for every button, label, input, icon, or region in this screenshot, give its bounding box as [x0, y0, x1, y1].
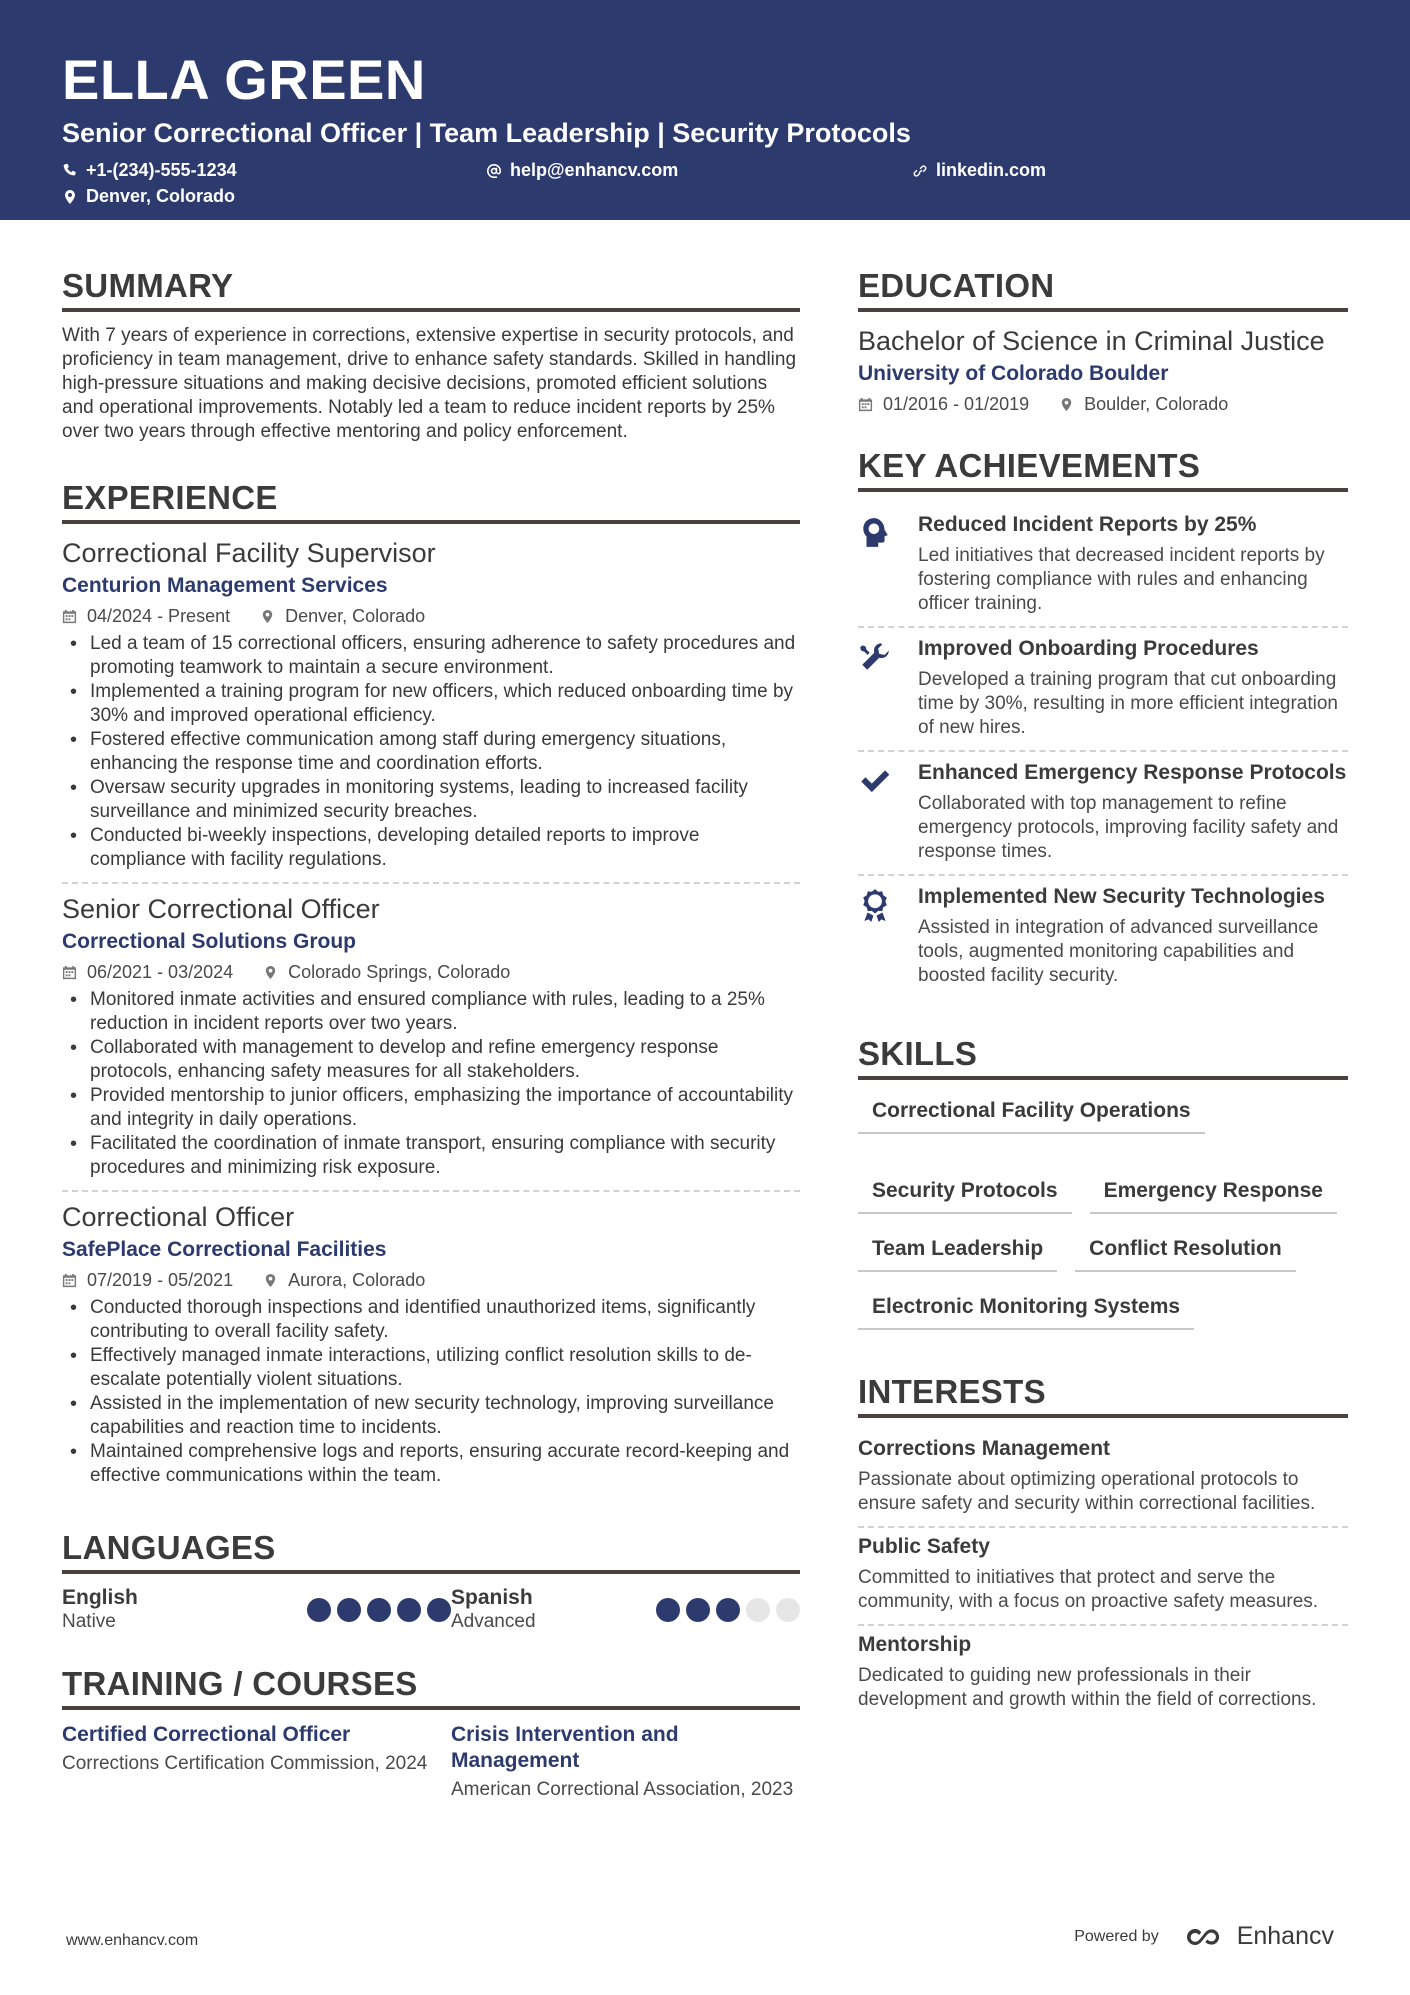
job-bullets: [62, 988, 800, 1180]
right-column: [858, 266, 1348, 1722]
training-title: Certified Correctional Officer: [62, 1723, 351, 1746]
language-level: Advanced: [451, 1611, 536, 1632]
interest-title: Corrections Management: [858, 1437, 1111, 1460]
achievement-item: [858, 504, 1348, 628]
job-meta: [62, 960, 800, 984]
company-name: Correctional Solutions Group: [62, 930, 357, 953]
contact-linkedin[interactable]: [912, 160, 1046, 181]
rating-dot-filled: [367, 1598, 391, 1622]
training-org: Corrections Certification Commission, 2024: [62, 1753, 428, 1774]
achievement-item: [858, 752, 1348, 876]
languages-section: [62, 1528, 800, 1634]
training-item: [62, 1722, 451, 1802]
linkedin-text: linkedin.com: [936, 160, 1047, 180]
rating-dot-empty: [776, 1598, 800, 1622]
candidate-name: ELLA GREEN: [62, 48, 426, 111]
footer-branding: [1074, 1922, 1334, 1951]
training-list: [62, 1722, 800, 1802]
achievement-title: Enhanced Emergency Response Protocols: [918, 761, 1347, 784]
brand-name: Enhancv: [1236, 1922, 1334, 1950]
rating-dot-filled: [397, 1598, 421, 1622]
skills-list: [858, 1098, 1348, 1330]
powered-by-text: Powered by: [1074, 1927, 1159, 1945]
interests-section: [858, 1372, 1348, 1722]
job-location: Colorado Springs, Colorado: [288, 962, 511, 982]
achievement-title: Implemented New Security Technologies: [918, 885, 1325, 908]
rating-dot-empty: [746, 1598, 770, 1622]
achievement-item: [858, 876, 1348, 998]
summary-text: With 7 years of experience in corrections, extensive expertise in security protocols, and proficiency in team management, drive to enhance safety standards. Skilled in handling high-pressure situations and making decisive decisions, promoted efficient solutions and operational improvements. Notably led a team to reduce incident reports by 25% over two years through effective mentoring and policy enforcement.: [62, 325, 797, 442]
enhancv-logo-icon: [1183, 1925, 1231, 1949]
head-icon: [858, 516, 892, 550]
school-name: University of Colorado Boulder: [858, 362, 1169, 385]
check-icon: [858, 764, 892, 798]
achievements-heading: KEY ACHIEVEMENTS: [858, 446, 1348, 492]
bullet-item: • Implemented a training program for new officers, which reduced onboarding time by 30% and improved operational efficiency.: [62, 680, 800, 728]
contact-email[interactable]: [486, 160, 678, 181]
job-meta: [62, 1268, 800, 1292]
enhancv-logo[interactable]: [1183, 1922, 1334, 1951]
rating-dot-filled: [686, 1598, 710, 1622]
bullet-item: • Monitored inmate activities and ensured compliance with rules, leading to a 25% reduction in incident reports over two years.: [62, 988, 800, 1036]
contact-location: [62, 186, 235, 207]
skill-tag: Conflict Resolution: [1075, 1236, 1296, 1272]
job-meta: [62, 604, 800, 628]
skill-tag: Security Protocols: [858, 1178, 1072, 1214]
at-icon: [486, 163, 502, 179]
language-name: Spanish: [451, 1586, 533, 1609]
language-rating: [656, 1598, 800, 1622]
bullet-item: • Conducted bi-weekly inspections, developing detailed reports to improve compliance with facility regulations.: [62, 824, 800, 872]
interests-heading: INTERESTS: [858, 1372, 1348, 1418]
email-text: help@enhancv.com: [510, 160, 679, 180]
education-location: Boulder, Colorado: [1084, 394, 1229, 414]
language-rating: [307, 1598, 451, 1622]
achievement-title: Improved Onboarding Procedures: [918, 637, 1259, 660]
interest-item: [858, 1626, 1348, 1722]
experience-entry: [62, 536, 800, 884]
location-pin-icon: [263, 965, 278, 980]
bullet-item: • Oversaw security upgrades in monitoring systems, leading to increased facility surveillance and minimized security breaches.: [62, 776, 800, 824]
calendar-icon: [62, 609, 77, 624]
bullet-item: • Maintained comprehensive logs and reports, ensuring accurate record-keeping and effective communications within the team.: [62, 1440, 800, 1488]
rating-dot-filled: [427, 1598, 451, 1622]
rating-dot-filled: [656, 1598, 680, 1622]
company-name: Centurion Management Services: [62, 574, 388, 597]
experience-section: [62, 478, 800, 1498]
bullet-item: • Effectively managed inmate interactions, utilizing conflict resolution skills to de-escalate potentially violent situations.: [62, 1344, 800, 1392]
award-icon: [858, 888, 892, 922]
link-icon: [912, 163, 928, 179]
interest-title: Mentorship: [858, 1633, 972, 1656]
degree-title: Bachelor of Science in Criminal Justice: [858, 326, 1325, 356]
calendar-icon: [858, 397, 873, 412]
bullet-item: • Conducted thorough inspections and identified unauthorized items, significantly contributing to overall facility safety.: [62, 1296, 800, 1344]
training-title: Crisis Intervention and Management: [451, 1723, 679, 1772]
calendar-icon: [62, 965, 77, 980]
summary-heading: SUMMARY: [62, 266, 800, 312]
achievement-desc: Led initiatives that decreased incident reports by fostering compliance with rules and enhancing officer training.: [918, 545, 1325, 614]
location-pin-icon: [263, 1273, 278, 1288]
bullet-item: • Facilitated the coordination of inmate transport, ensuring compliance with security procedures and minimizing risk exposure.: [62, 1132, 800, 1180]
interest-item: [858, 1430, 1348, 1528]
contact-info: [62, 160, 1410, 216]
location-pin-icon: [260, 609, 275, 624]
skill-tag: Electronic Monitoring Systems: [858, 1294, 1194, 1330]
job-dates: 06/2021 - 03/2024: [87, 962, 234, 982]
education-heading: EDUCATION: [858, 266, 1348, 312]
interest-desc: Passionate about optimizing operational protocols to ensure safety and security within correctional facilities.: [858, 1469, 1316, 1514]
calendar-icon: [62, 1273, 77, 1288]
achievement-item: [858, 628, 1348, 752]
job-dates: 07/2019 - 05/2021: [87, 1270, 234, 1290]
bullet-item: • Provided mentorship to junior officers, emphasizing the importance of accountability and integrity in daily operations.: [62, 1084, 800, 1132]
interest-title: Public Safety: [858, 1535, 990, 1558]
training-heading: TRAINING / COURSES: [62, 1664, 800, 1710]
skill-tag: Team Leadership: [858, 1236, 1057, 1272]
education-section: [858, 266, 1348, 416]
interest-desc: Dedicated to guiding new professionals in their development and growth within the field of corrections.: [858, 1665, 1317, 1710]
tools-icon: [858, 640, 892, 674]
summary-section: [62, 266, 800, 444]
contact-phone[interactable]: [62, 160, 237, 181]
bullet-item: • Collaborated with management to develop and refine emergency response protocols, enhancing safety measures for all stakeholders.: [62, 1036, 800, 1084]
interest-desc: Committed to initiatives that protect and serve the community, with a focus on proactive safety measures.: [858, 1567, 1319, 1612]
achievement-desc: Assisted in integration of advanced surveillance tools, augmented monitoring capabilities and boosted facility security.: [918, 917, 1319, 986]
training-section: [62, 1664, 800, 1802]
achievement-desc: Developed a training program that cut onboarding time by 30%, resulting in more efficient integration of new hires.: [918, 669, 1338, 738]
job-location: Denver, Colorado: [285, 606, 426, 626]
job-title: Correctional Facility Supervisor: [62, 538, 436, 568]
interest-item: [858, 1528, 1348, 1626]
achievement-title: Reduced Incident Reports by 25%: [918, 513, 1257, 536]
resume-header: [0, 0, 1410, 220]
education-meta: [858, 392, 1348, 416]
skill-tag: Correctional Facility Operations: [858, 1098, 1205, 1134]
bullet-item: • Fostered effective communication among staff during emergency situations, enhancing the response time and coordination efforts.: [62, 728, 800, 776]
skills-section: [858, 1034, 1348, 1330]
candidate-headline: Senior Correctional Officer | Team Leadership | Security Protocols: [62, 118, 911, 148]
rating-dot-filled: [716, 1598, 740, 1622]
location-pin-icon: [62, 189, 78, 205]
languages-heading: LANGUAGES: [62, 1528, 800, 1574]
location-pin-icon: [1059, 397, 1074, 412]
languages-list: [62, 1586, 800, 1634]
bullet-item: • Led a team of 15 correctional officers, ensuring adherence to safety procedures and promoting teamwork to maintain a secure environment.: [62, 632, 800, 680]
rating-dot-filled: [307, 1598, 331, 1622]
experience-heading: EXPERIENCE: [62, 478, 800, 524]
job-dates: 04/2024 - Present: [87, 606, 231, 626]
phone-icon: [62, 163, 78, 179]
rating-dot-filled: [337, 1598, 361, 1622]
training-item: [451, 1722, 800, 1802]
company-name: SafePlace Correctional Facilities: [62, 1238, 387, 1261]
training-org: American Correctional Association, 2023: [451, 1779, 794, 1800]
job-location: Aurora, Colorado: [288, 1270, 426, 1290]
left-column: [62, 266, 800, 1802]
experience-entry: [62, 892, 800, 1192]
job-title: Correctional Officer: [62, 1202, 295, 1232]
language-item: [62, 1586, 451, 1634]
skills-heading: SKILLS: [858, 1034, 1348, 1080]
phone-text: +1-(234)-555-1234: [86, 160, 237, 180]
achievements-section: [858, 446, 1348, 998]
education-dates: 01/2016 - 01/2019: [883, 394, 1030, 414]
language-item: [451, 1586, 800, 1634]
job-bullets: [62, 632, 800, 872]
language-name: English: [62, 1586, 138, 1609]
bullet-item: • Assisted in the implementation of new security technology, improving surveillance capabilities and reaction time to incidents.: [62, 1392, 800, 1440]
experience-entry: [62, 1200, 800, 1498]
footer-website[interactable]: www.enhancv.com: [66, 1932, 199, 1949]
location-text: Denver, Colorado: [86, 186, 236, 206]
job-title: Senior Correctional Officer: [62, 894, 380, 924]
language-level: Native: [62, 1611, 116, 1632]
achievement-desc: Collaborated with top management to refine emergency protocols, improving facility safety and response times.: [918, 793, 1339, 862]
skill-tag: Emergency Response: [1090, 1178, 1337, 1214]
job-bullets: [62, 1296, 800, 1488]
